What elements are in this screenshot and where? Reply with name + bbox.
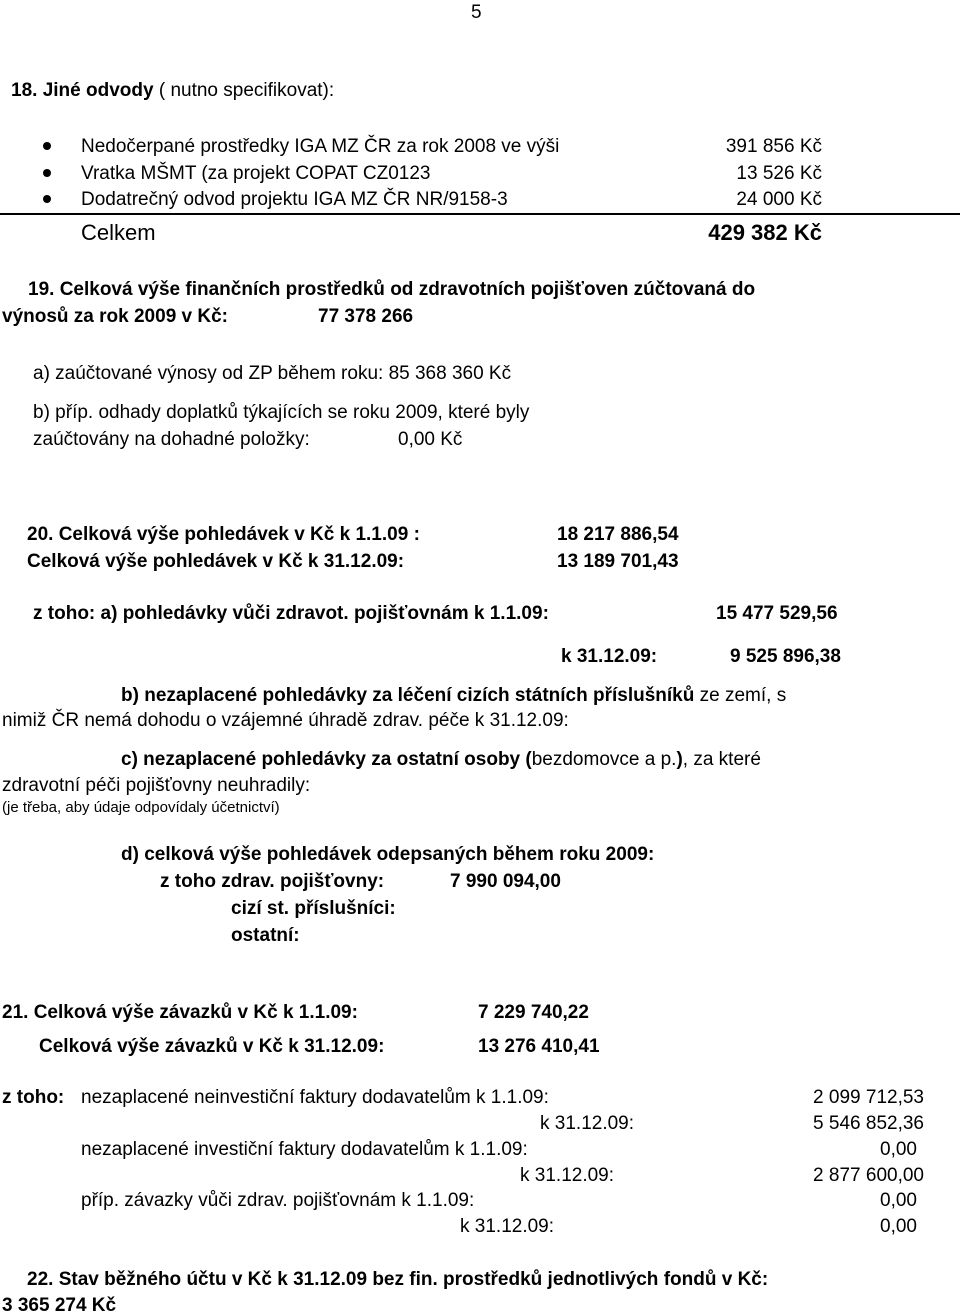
s20-row1-value: 18 217 886,54: [557, 524, 679, 545]
s20-a2-value: 9 525 896,38: [730, 646, 841, 667]
s19-b-text: b) příp. odhady doplatků týkajících se roku 2009, které byly: [33, 402, 530, 423]
s21-item-4-value: 2 877 600,00: [813, 1165, 924, 1186]
s20-row1-label: 20. Celková výše pohledávek v Kč k 1.1.09 :: [27, 524, 420, 545]
s20-row2-label: Celková výše pohledávek v Kč k 31.12.09:: [27, 551, 405, 572]
s18-item-1-label: Nedočerpané prostředky IGA MZ ČR za rok 2008 ve výši: [81, 136, 560, 157]
section-18-subtitle: ( nutno specifikovat):: [158, 80, 335, 101]
s20-b-line1: [121, 686, 786, 705]
s21-item-5-label: příp. závazky vůči zdrav. pojišťovnám k 1.1.09:: [81, 1190, 475, 1211]
page-number: 5: [471, 2, 482, 23]
s20-b-line2: nimiž ČR nemá dohodu o vzájemné úhradě zdrav. péče k 31.12.09:: [2, 710, 569, 731]
section-18-number: 18.: [11, 80, 38, 101]
s18-item-1-value: 391 856 Kč: [725, 136, 822, 157]
section-19-heading: 19. Celková výše finančních prostředků od zdravotních pojišťoven zúčtovaná do: [28, 279, 756, 300]
s19-b-label: zaúčtovány na dohadné položky:: [33, 429, 310, 450]
s21-item-2-label: k 31.12.09:: [540, 1113, 635, 1134]
s20-d-ciz-label: cizí st. příslušníci:: [231, 898, 396, 919]
s21-row1-label: 21. Celková výše závazků v Kč k 1.1.09:: [2, 1002, 358, 1023]
section-19-value: 77 378 266: [318, 306, 414, 327]
s20-c-rest: , za které: [682, 749, 761, 770]
s20-d-zp-value: 7 990 094,00: [450, 871, 561, 892]
s20-d-zp-label: z toho zdrav. pojišťovny:: [160, 871, 385, 892]
s18-item-3-value: 24 000 Kč: [736, 189, 822, 210]
s20-c-bold: c) nezaplacené pohledávky za ostatní osoby (: [121, 749, 532, 770]
s20-c-line2: zdravotní péči pojišťovny neuhradily:: [2, 775, 311, 796]
section-18-heading: [11, 81, 334, 100]
s18-total-value: 429 382 Kč: [708, 220, 822, 245]
s21-item-1-label: nezaplacené neinvestiční faktury dodavatelům k 1.1.09:: [81, 1087, 549, 1108]
bullet-icon: [43, 142, 51, 150]
s21-item-1-value: 2 099 712,53: [813, 1087, 924, 1108]
s18-item-2-label: Vratka MŠMT (za projekt COPAT CZ0123: [81, 163, 431, 184]
s21-item-4-label: k 31.12.09:: [520, 1165, 615, 1186]
s18-item-3-label: Dodatrečný odvod projektu IGA MZ ČR NR/9158-3: [81, 189, 508, 210]
s21-row2-value: 13 276 410,41: [478, 1036, 600, 1057]
s21-row2-label: Celková výše závazků v Kč k 31.12.09:: [39, 1036, 385, 1057]
s19-b-value: 0,00 Kč: [398, 429, 463, 450]
s22-line2: 3 365 274 Kč: [2, 1295, 117, 1316]
bullet-icon: [43, 195, 51, 203]
section-18-title: Jiné odvody: [42, 80, 154, 101]
s21-ztoho: z toho:: [2, 1087, 65, 1108]
s20-a-value: 15 477 529,56: [716, 603, 838, 624]
s20-row2-value: 13 189 701,43: [557, 551, 679, 572]
s20-c-bold2: ): [676, 749, 683, 770]
s21-item-3-value: 0,00: [880, 1139, 917, 1160]
s21-row1-value: 7 229 740,22: [478, 1002, 589, 1023]
s20-c-mid: bezdomovce a p.: [531, 749, 677, 770]
s20-b-rest: ze zemí, s: [699, 685, 787, 706]
s20-c-note: (je třeba, aby údaje odpovídaly účetnictví): [2, 799, 280, 816]
s21-item-2-value: 5 546 852,36: [813, 1113, 924, 1134]
s18-item-2-value: 13 526 Kč: [736, 163, 822, 184]
s21-item-5-value: 0,00: [880, 1190, 917, 1211]
s19-a-text: a) zaúčtované výnosy od ZP během roku: 85 368 360 Kč: [33, 363, 512, 384]
s21-item-6-label: k 31.12.09:: [460, 1216, 555, 1237]
s20-d-title: d) celková výše pohledávek odepsaných během roku 2009:: [121, 844, 655, 865]
s22-line1: 22. Stav běžného účtu v Kč k 31.12.09 bez fin. prostředků jednotlivých fondů v Kč:: [27, 1269, 769, 1290]
s20-c-line1: [121, 750, 761, 769]
s20-a2-label: k 31.12.09:: [561, 646, 658, 667]
s21-item-3-label: nezaplacené investiční faktury dodavatelům k 1.1.09:: [81, 1139, 528, 1160]
divider-line: [0, 213, 960, 215]
s21-item-6-value: 0,00: [880, 1216, 917, 1237]
s18-total-label: Celkem: [81, 220, 156, 245]
s20-d-ost-label: ostatní:: [231, 925, 300, 946]
s20-a-label: z toho: a) pohledávky vůči zdravot. pojišťovnám k 1.1.09:: [33, 603, 549, 624]
bullet-icon: [43, 169, 51, 177]
section-19-label: výnosů za rok 2009 v Kč:: [2, 306, 228, 327]
s20-b-bold: b) nezaplacené pohledávky za léčení cizích státních příslušníků: [121, 685, 695, 706]
